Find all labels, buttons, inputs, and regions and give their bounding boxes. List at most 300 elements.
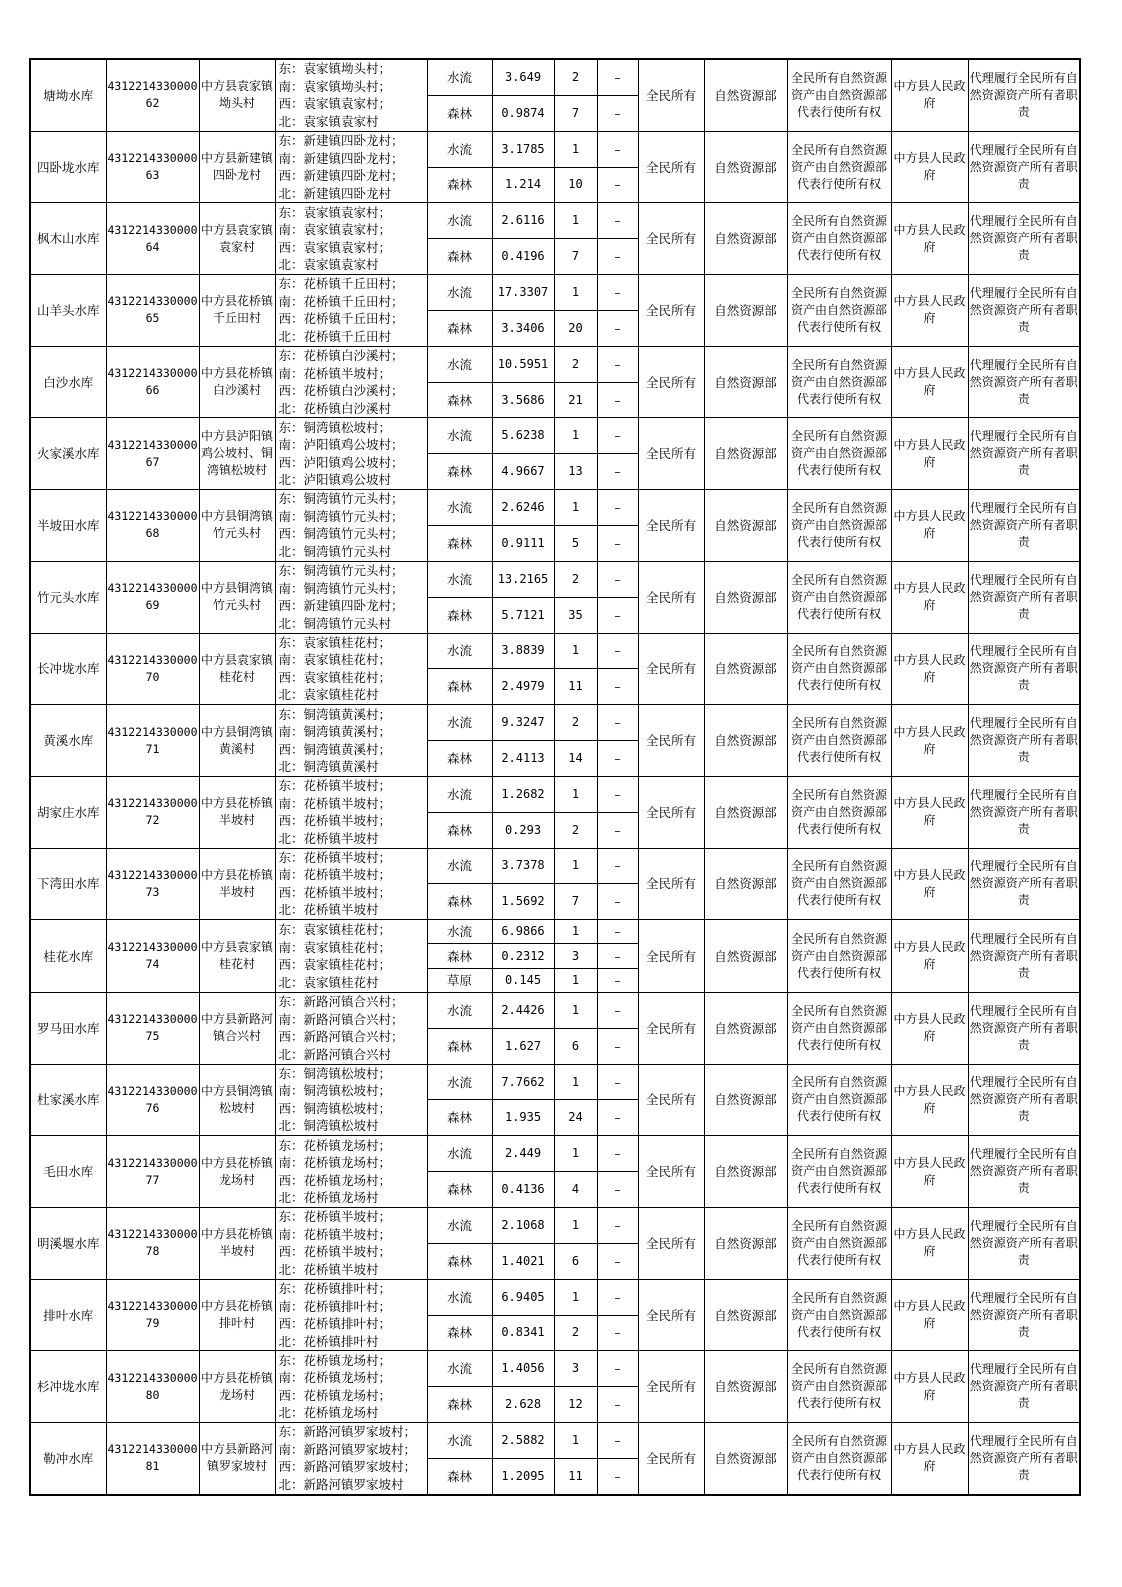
resource-type-cell: 森林 [427,310,492,346]
duty-cell: 代理履行全民所有自然资源资产所有者职责 [968,561,1080,633]
ownership-cell: 全民所有 [638,705,704,777]
boundary-line: 北：花桥镇白沙溪村 [278,400,392,416]
table-row [30,275,1080,311]
table-row [30,131,1080,167]
resource-type-cell: 水流 [427,59,492,95]
ownership-cell: 全民所有 [638,346,704,418]
count-cell: 10 [554,167,597,203]
boundary-line: 西：花桥镇千丘田村； [278,311,404,327]
duty-cell: 代理履行全民所有自然资源资产所有者职责 [968,633,1080,705]
department-cell: 自然资源部 [704,131,787,203]
ownership-cell: 全民所有 [638,1279,704,1351]
rights-cell: 全民所有自然资源资产由自然资源部代表行使所有权 [787,131,891,203]
table-row [30,848,1080,884]
duty-cell: 代理履行全民所有自然资源资产所有者职责 [968,1351,1080,1423]
boundary-line: 西：新建镇四卧龙村； [278,598,404,614]
unit-code-cell: 431221433000069 [106,561,199,633]
unit-code-cell: 431221433000075 [106,992,199,1064]
count-cell: 11 [554,1458,597,1494]
unit-code-cell: 431221433000073 [106,848,199,920]
boundary-line: 东：铜湾镇松坡村； [278,419,392,435]
boundary-line: 东：花桥镇龙场村； [278,1137,392,1153]
boundary-line: 东：花桥镇龙场村； [278,1352,392,1368]
government-cell: 中方县人民政府 [891,633,968,705]
area-cell: 2.6116 [492,203,554,239]
boundary-line: 东：铜湾镇黄溪村； [278,706,392,722]
boundary-line: 东：花桥镇白沙溪村； [278,348,404,364]
mark-cell: – [597,310,638,346]
rights-cell: 全民所有自然资源资产由自然资源部代表行使所有权 [787,776,891,848]
boundary-line: 南：袁家镇桂花村； [278,939,392,955]
boundary-line: 西：新建镇四卧龙村； [278,168,404,184]
boundary-line: 北：铜湾镇竹元头村 [278,543,392,559]
count-cell: 6 [554,1243,597,1279]
resource-type-cell: 水流 [427,776,492,812]
boundary-line: 东：铜湾镇松坡村； [278,1065,392,1081]
unit-code-cell: 431221433000071 [106,705,199,777]
location-cell: 中方县袁家镇袁家村 [199,203,275,275]
count-cell: 1 [554,848,597,884]
boundary-cell [275,1207,427,1279]
count-cell: 2 [554,59,597,95]
boundary-line: 南：花桥镇排叶村； [278,1298,392,1314]
boundary-line: 东：花桥镇排叶村； [278,1281,392,1296]
area-cell: 3.3406 [492,310,554,346]
boundary-line: 西：花桥镇龙场村； [278,1172,392,1188]
count-cell: 3 [554,1351,597,1387]
count-cell: 11 [554,669,597,705]
table-row [30,561,1080,597]
unit-code-cell: 431221433000063 [106,131,199,203]
boundary-line: 东：袁家镇坳头村； [278,61,392,77]
boundary-line: 南：袁家镇桂花村； [278,652,392,668]
mark-cell: – [597,944,638,968]
rights-cell: 全民所有自然资源资产由自然资源部代表行使所有权 [787,920,891,993]
count-cell: 14 [554,741,597,777]
location-cell: 中方县花桥镇白沙溪村 [199,346,275,418]
location-cell: 中方县袁家镇桂花村 [199,920,275,993]
area-cell: 0.4196 [492,239,554,275]
resource-type-cell: 森林 [427,167,492,203]
unit-code-cell: 431221433000066 [106,346,199,418]
boundary-line: 南：铜湾镇竹元头村； [278,580,404,596]
ownership-cell: 全民所有 [638,1207,704,1279]
count-cell: 1 [554,920,597,944]
resource-type-cell: 森林 [427,1243,492,1279]
boundary-cell [275,131,427,203]
count-cell: 3 [554,944,597,968]
reservoir-name-cell: 桂花水库 [30,920,106,993]
ownership-cell: 全民所有 [638,131,704,203]
resource-type-cell: 水流 [427,920,492,944]
boundary-line: 南：花桥镇半坡村； [278,365,392,381]
duty-cell: 代理履行全民所有自然资源资产所有者职责 [968,992,1080,1064]
government-cell: 中方县人民政府 [891,490,968,562]
area-cell: 1.214 [492,167,554,203]
government-cell: 中方县人民政府 [891,418,968,490]
boundary-line: 北：泸阳镇鸡公坡村 [278,472,392,488]
area-cell: 5.7121 [492,597,554,633]
count-cell: 1 [554,633,597,669]
count-cell: 24 [554,1100,597,1136]
boundary-cell [275,705,427,777]
mark-cell: – [597,561,638,597]
reservoir-name-cell: 山羊头水库 [30,275,106,347]
resource-type-cell: 森林 [427,669,492,705]
table-row [30,992,1080,1028]
rights-cell: 全民所有自然资源资产由自然资源部代表行使所有权 [787,59,891,131]
rights-cell: 全民所有自然资源资产由自然资源部代表行使所有权 [787,1423,891,1495]
mark-cell: – [597,1136,638,1172]
duty-cell: 代理履行全民所有自然资源资产所有者职责 [968,920,1080,993]
government-cell: 中方县人民政府 [891,1351,968,1423]
reservoir-name-cell: 下湾田水库 [30,848,106,920]
rights-cell: 全民所有自然资源资产由自然资源部代表行使所有权 [787,1136,891,1208]
count-cell: 1 [554,776,597,812]
table-body [30,59,1080,1495]
location-cell: 中方县花桥镇龙场村 [199,1136,275,1208]
area-cell: 0.293 [492,812,554,848]
boundary-line: 南：新路河镇罗家坡村； [278,1441,417,1457]
department-cell: 自然资源部 [704,1064,787,1136]
mark-cell: – [597,1172,638,1208]
boundary-line: 西：袁家镇袁家村； [278,239,392,255]
duty-cell: 代理履行全民所有自然资源资产所有者职责 [968,1423,1080,1495]
ownership-cell: 全民所有 [638,848,704,920]
location-cell: 中方县铜湾镇黄溪村 [199,705,275,777]
mark-cell: – [597,418,638,454]
department-cell: 自然资源部 [704,1136,787,1208]
area-cell: 0.4136 [492,1172,554,1208]
department-cell: 自然资源部 [704,920,787,993]
boundary-line: 西：袁家镇桂花村； [278,669,392,685]
resource-type-cell: 森林 [427,382,492,418]
rights-cell: 全民所有自然资源资产由自然资源部代表行使所有权 [787,490,891,562]
area-cell: 0.2312 [492,944,554,968]
table-row [30,1207,1080,1243]
mark-cell: – [597,275,638,311]
unit-code-cell: 431221433000081 [106,1423,199,1495]
rights-cell: 全民所有自然资源资产由自然资源部代表行使所有权 [787,1064,891,1136]
department-cell: 自然资源部 [704,561,787,633]
boundary-cell [275,1423,427,1495]
ownership-cell: 全民所有 [638,1064,704,1136]
unit-code-cell: 431221433000062 [106,59,199,131]
reservoir-name-cell: 罗马田水库 [30,992,106,1064]
location-cell: 中方县花桥镇龙场村 [199,1351,275,1423]
reservoir-name-cell: 杉冲垅水库 [30,1351,106,1423]
rights-cell: 全民所有自然资源资产由自然资源部代表行使所有权 [787,203,891,275]
duty-cell: 代理履行全民所有自然资源资产所有者职责 [968,776,1080,848]
mark-cell: – [597,346,638,382]
reservoir-name-cell: 枫木山水库 [30,203,106,275]
mark-cell: – [597,1028,638,1064]
reservoir-name-cell: 排叶水库 [30,1279,106,1351]
table-row [30,1279,1080,1315]
location-cell: 中方县花桥镇半坡村 [199,848,275,920]
area-cell: 1.2095 [492,1458,554,1494]
count-cell: 20 [554,310,597,346]
resource-type-cell: 森林 [427,1172,492,1208]
boundary-line: 北：铜湾镇黄溪村 [278,759,379,775]
table-row [30,1351,1080,1387]
reservoir-name-cell: 杜家溪水库 [30,1064,106,1136]
boundary-line: 东：袁家镇桂花村； [278,634,392,650]
resource-type-cell: 水流 [427,346,492,382]
count-cell: 4 [554,1172,597,1208]
boundary-cell [275,418,427,490]
area-cell: 2.4113 [492,741,554,777]
count-cell: 2 [554,346,597,382]
count-cell: 7 [554,239,597,275]
government-cell: 中方县人民政府 [891,275,968,347]
table-row [30,1064,1080,1100]
location-cell: 中方县泸阳镇鸡公坡村、铜湾镇松坡村 [199,418,275,490]
department-cell: 自然资源部 [704,992,787,1064]
reservoir-name-cell: 黄溪水库 [30,705,106,777]
resource-type-cell: 森林 [427,525,492,561]
department-cell: 自然资源部 [704,633,787,705]
boundary-line: 东：花桥镇半坡村； [278,1209,392,1225]
department-cell: 自然资源部 [704,1279,787,1351]
boundary-line: 西：铜湾镇竹元头村； [278,526,404,542]
area-cell: 2.4979 [492,669,554,705]
boundary-cell [275,490,427,562]
government-cell: 中方县人民政府 [891,203,968,275]
boundary-line: 北：花桥镇半坡村 [278,1261,379,1277]
reservoir-name-cell: 明溪堰水库 [30,1207,106,1279]
unit-code-cell: 431221433000065 [106,275,199,347]
table-row [30,203,1080,239]
table-row [30,418,1080,454]
duty-cell: 代理履行全民所有自然资源资产所有者职责 [968,705,1080,777]
resource-type-cell: 森林 [427,239,492,275]
location-cell: 中方县新路河镇罗家坡村 [199,1423,275,1495]
boundary-line: 北：袁家镇桂花村 [278,687,379,703]
rights-cell: 全民所有自然资源资产由自然资源部代表行使所有权 [787,1351,891,1423]
boundary-line: 西：新路河镇罗家坡村； [278,1459,417,1475]
reservoir-name-cell: 毛田水库 [30,1136,106,1208]
ownership-cell: 全民所有 [638,920,704,993]
count-cell: 1 [554,275,597,311]
resource-type-cell: 森林 [427,1458,492,1494]
area-cell: 0.145 [492,968,554,992]
location-cell: 中方县新建镇四卧龙村 [199,131,275,203]
boundary-line: 北：花桥镇半坡村 [278,830,379,846]
ownership-cell: 全民所有 [638,776,704,848]
boundary-line: 东：新路河镇合兴村； [278,994,404,1010]
boundary-cell [275,59,427,131]
reservoir-name-cell: 长冲垅水库 [30,633,106,705]
mark-cell: – [597,968,638,992]
area-cell: 6.9866 [492,920,554,944]
boundary-line: 北：铜湾镇竹元头村 [278,615,392,631]
duty-cell: 代理履行全民所有自然资源资产所有者职责 [968,418,1080,490]
count-cell: 35 [554,597,597,633]
resource-type-cell: 水流 [427,1207,492,1243]
duty-cell: 代理履行全民所有自然资源资产所有者职责 [968,848,1080,920]
area-cell: 2.5882 [492,1423,554,1459]
location-cell: 中方县铜湾镇竹元头村 [199,561,275,633]
ownership-cell: 全民所有 [638,59,704,131]
area-cell: 6.9405 [492,1279,554,1315]
mark-cell: – [597,203,638,239]
mark-cell: – [597,1064,638,1100]
government-cell: 中方县人民政府 [891,1136,968,1208]
boundary-cell [275,275,427,347]
area-cell: 2.449 [492,1136,554,1172]
boundary-line: 东：铜湾镇竹元头村； [278,563,404,579]
boundary-line: 北：花桥镇半坡村 [278,902,379,918]
boundary-line: 西：铜湾镇松坡村； [278,1100,392,1116]
area-cell: 2.6246 [492,490,554,526]
boundary-line: 西：花桥镇排叶村； [278,1316,392,1331]
resource-type-cell: 森林 [427,884,492,920]
mark-cell: – [597,920,638,944]
count-cell: 1 [554,992,597,1028]
table-row [30,633,1080,669]
boundary-cell [275,203,427,275]
mark-cell: – [597,454,638,490]
unit-code-cell: 431221433000067 [106,418,199,490]
boundary-line: 北：袁家镇袁家村 [278,257,379,273]
mark-cell: – [597,1351,638,1387]
resource-type-cell: 水流 [427,131,492,167]
reservoir-name-cell: 四卧垅水库 [30,131,106,203]
duty-cell: 代理履行全民所有自然资源资产所有者职责 [968,490,1080,562]
reservoir-registry-table [29,58,1081,1496]
boundary-line: 南：铜湾镇竹元头村； [278,508,404,524]
boundary-line: 南：花桥镇半坡村； [278,867,392,883]
ownership-cell: 全民所有 [638,992,704,1064]
count-cell: 2 [554,812,597,848]
department-cell: 自然资源部 [704,275,787,347]
location-cell: 中方县花桥镇半坡村 [199,1207,275,1279]
reservoir-name-cell: 半坡田水库 [30,490,106,562]
boundary-line: 南：袁家镇坳头村； [278,78,392,94]
unit-code-cell: 431221433000078 [106,1207,199,1279]
rights-cell: 全民所有自然资源资产由自然资源部代表行使所有权 [787,633,891,705]
area-cell: 3.7378 [492,848,554,884]
mark-cell: – [597,776,638,812]
boundary-line: 西：泸阳镇鸡公坡村； [278,454,404,470]
boundary-line: 东：花桥镇半坡村； [278,778,392,794]
unit-code-cell: 431221433000072 [106,776,199,848]
department-cell: 自然资源部 [704,346,787,418]
table-row [30,59,1080,95]
rights-cell: 全民所有自然资源资产由自然资源部代表行使所有权 [787,1279,891,1351]
government-cell: 中方县人民政府 [891,1064,968,1136]
resource-type-cell: 森林 [427,1387,492,1423]
count-cell: 7 [554,884,597,920]
location-cell: 中方县铜湾镇松坡村 [199,1064,275,1136]
resource-type-cell: 水流 [427,848,492,884]
area-cell: 1.627 [492,1028,554,1064]
boundary-cell [275,776,427,848]
location-cell: 中方县铜湾镇竹元头村 [199,490,275,562]
boundary-line: 南：铜湾镇松坡村； [278,1083,392,1099]
resource-type-cell: 森林 [427,1028,492,1064]
mark-cell: – [597,1315,638,1351]
area-cell: 2.4426 [492,992,554,1028]
mark-cell: – [597,812,638,848]
boundary-cell [275,992,427,1064]
mark-cell: – [597,1100,638,1136]
rights-cell: 全民所有自然资源资产由自然资源部代表行使所有权 [787,275,891,347]
location-cell: 中方县袁家镇桂花村 [199,633,275,705]
boundary-cell [275,346,427,418]
mark-cell: – [597,1387,638,1423]
rights-cell: 全民所有自然资源资产由自然资源部代表行使所有权 [787,1207,891,1279]
count-cell: 1 [554,490,597,526]
ownership-cell: 全民所有 [638,1136,704,1208]
area-cell: 3.1785 [492,131,554,167]
ownership-cell: 全民所有 [638,1351,704,1423]
duty-cell: 代理履行全民所有自然资源资产所有者职责 [968,346,1080,418]
resource-type-cell: 森林 [427,597,492,633]
resource-type-cell: 水流 [427,1136,492,1172]
count-cell: 1 [554,968,597,992]
department-cell: 自然资源部 [704,418,787,490]
duty-cell: 代理履行全民所有自然资源资产所有者职责 [968,59,1080,131]
table-row [30,346,1080,382]
mark-cell: – [597,1458,638,1494]
boundary-line: 北：新建镇四卧龙村 [278,185,392,201]
ownership-cell: 全民所有 [638,561,704,633]
mark-cell: – [597,992,638,1028]
mark-cell: – [597,1279,638,1315]
government-cell: 中方县人民政府 [891,561,968,633]
unit-code-cell: 431221433000074 [106,920,199,993]
boundary-line: 东：袁家镇桂花村； [278,922,392,938]
boundary-cell [275,1136,427,1208]
government-cell: 中方县人民政府 [891,848,968,920]
department-cell: 自然资源部 [704,59,787,131]
area-cell: 4.9667 [492,454,554,490]
resource-type-cell: 水流 [427,561,492,597]
resource-type-cell: 森林 [427,1100,492,1136]
count-cell: 1 [554,1207,597,1243]
rights-cell: 全民所有自然资源资产由自然资源部代表行使所有权 [787,561,891,633]
boundary-line: 北：袁家镇袁家村 [278,113,379,129]
table-row [30,920,1080,944]
boundary-cell [275,561,427,633]
boundary-line: 西：花桥镇龙场村； [278,1387,392,1403]
government-cell: 中方县人民政府 [891,776,968,848]
resource-type-cell: 水流 [427,275,492,311]
area-cell: 2.1068 [492,1207,554,1243]
area-cell: 0.9874 [492,95,554,131]
boundary-line: 北：花桥镇排叶村 [278,1333,379,1349]
boundary-line: 北：铜湾镇松坡村 [278,1118,379,1134]
boundary-cell [275,1351,427,1423]
area-cell: 3.649 [492,59,554,95]
location-cell: 中方县新路河镇合兴村 [199,992,275,1064]
duty-cell: 代理履行全民所有自然资源资产所有者职责 [968,275,1080,347]
resource-type-cell: 草原 [427,968,492,992]
unit-code-cell: 431221433000070 [106,633,199,705]
rights-cell: 全民所有自然资源资产由自然资源部代表行使所有权 [787,346,891,418]
department-cell: 自然资源部 [704,1351,787,1423]
count-cell: 6 [554,1028,597,1064]
boundary-line: 北：花桥镇千丘田村 [278,328,392,344]
area-cell: 1.2682 [492,776,554,812]
boundary-cell [275,633,427,705]
boundary-line: 南：花桥镇半坡村； [278,795,392,811]
boundary-line: 西：新路河镇合兴村； [278,1029,404,1045]
duty-cell: 代理履行全民所有自然资源资产所有者职责 [968,1207,1080,1279]
resource-type-cell: 水流 [427,1423,492,1459]
